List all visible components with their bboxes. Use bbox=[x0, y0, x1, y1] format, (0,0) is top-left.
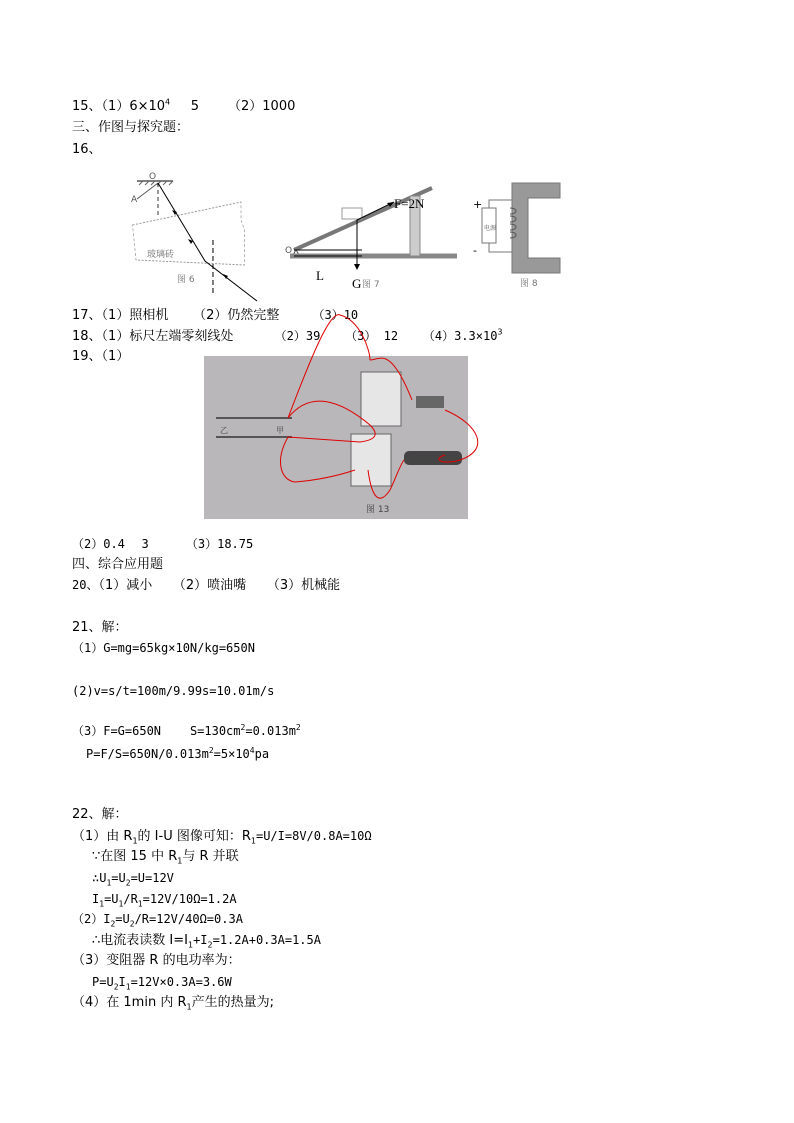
exponent: 3 bbox=[497, 327, 503, 337]
subscript: 1 bbox=[186, 1002, 192, 1012]
answer-part: （1）6×10 bbox=[101, 99, 166, 114]
formula: S=130cm bbox=[189, 724, 241, 738]
figure-caption: 图 6 bbox=[177, 275, 195, 285]
answer-part: （2）0.4 bbox=[72, 537, 125, 551]
formula: =U bbox=[111, 871, 126, 885]
formula: =U=12V bbox=[130, 871, 174, 885]
exponent: 2 bbox=[208, 746, 214, 755]
formula: =1.2A+0.3A=1.5A bbox=[212, 933, 321, 947]
q-num: 18、 bbox=[72, 329, 102, 344]
answer-part: （3）18.75 bbox=[185, 537, 254, 551]
section-4-heading: 四、综合应用题 bbox=[72, 557, 164, 572]
formula: /R bbox=[123, 892, 138, 906]
answer-part: （3）10 bbox=[312, 308, 359, 322]
text: ∵在图 15 中 R bbox=[92, 849, 178, 864]
label-jia: 甲 bbox=[276, 426, 284, 435]
answer-16-num: 16、 bbox=[72, 142, 102, 157]
subscript: 1 bbox=[106, 878, 112, 888]
text: 产生的热量为; bbox=[191, 995, 274, 1010]
plus-label: + bbox=[473, 198, 483, 211]
figure-caption: 图 8 bbox=[520, 279, 538, 289]
subscript: 1 bbox=[118, 899, 124, 909]
figure-6-refraction bbox=[125, 165, 270, 305]
formula: P=U bbox=[92, 975, 114, 989]
text: （4）在 1min 内 R bbox=[72, 995, 187, 1010]
label-glass: 玻璃砖 bbox=[147, 250, 175, 260]
answer-part: （3） 12 bbox=[345, 329, 399, 343]
answer-22-line bbox=[72, 828, 372, 845]
formula: P=F/S=650N/0.013m bbox=[86, 747, 209, 761]
formula: =0.013m bbox=[245, 724, 296, 738]
label-a: A bbox=[131, 195, 138, 205]
subscript: 1 bbox=[177, 856, 183, 866]
text: 的 I-U 图像可知：R bbox=[137, 829, 251, 844]
answer-20 bbox=[72, 577, 340, 594]
minus-label: - bbox=[473, 244, 477, 257]
answer-part: （4）3.3×10 bbox=[422, 329, 498, 343]
formula: =U bbox=[104, 892, 119, 906]
answer-part: 5 bbox=[190, 99, 200, 114]
exponent: 2 bbox=[295, 723, 301, 732]
formula: pa bbox=[254, 747, 270, 761]
formula: /R=12V/40Ω=0.3A bbox=[134, 912, 243, 926]
exponent: 4 bbox=[165, 97, 171, 107]
text: 与 R 并联 bbox=[182, 849, 239, 864]
q-num: 17、 bbox=[72, 308, 102, 323]
answer-22-line bbox=[92, 891, 237, 907]
figure-8-electromagnet bbox=[470, 178, 570, 293]
q-num: 15、 bbox=[72, 99, 102, 114]
answer-22-line bbox=[72, 911, 243, 927]
answer-part: （2）1000 bbox=[228, 99, 296, 114]
answer-21-line: (2)v=s/t=100m/9.99s=10.01m/s bbox=[72, 684, 275, 698]
formula: =12V×0.3A=3.6W bbox=[130, 975, 232, 989]
power-source-label: 电源 bbox=[484, 225, 497, 232]
answer-22-line: （3）变阻器 R 的电功率为： bbox=[72, 953, 241, 968]
q-num: 20、 bbox=[72, 578, 99, 592]
answer-22-heading: 22、解： bbox=[72, 807, 128, 822]
exponent: 4 bbox=[249, 746, 255, 755]
answer-15 bbox=[72, 99, 295, 115]
answer-21-line bbox=[72, 723, 301, 739]
subscript: 1 bbox=[132, 836, 138, 846]
answer-22-line bbox=[92, 974, 232, 990]
answer-part: （2）喷油嘴 bbox=[172, 578, 247, 593]
answer-part: 3 bbox=[141, 537, 149, 551]
length-label: L bbox=[316, 268, 324, 283]
subscript: 2 bbox=[125, 878, 131, 888]
formula: （2）I bbox=[72, 912, 111, 926]
formula: =12V/10Ω=1.2A bbox=[142, 892, 237, 906]
answer-22-line bbox=[72, 995, 274, 1011]
force-label: F=2N bbox=[394, 196, 425, 211]
answer-21-line bbox=[86, 746, 269, 762]
formula: =U/I=8V/0.8A=10Ω bbox=[255, 829, 372, 843]
text: ∴电流表读数 I=I bbox=[92, 933, 188, 948]
answer-22-line bbox=[92, 870, 174, 886]
subscript: 1 bbox=[137, 899, 143, 909]
figure-7-lever bbox=[282, 178, 457, 293]
circuit-wiring-red bbox=[200, 300, 503, 530]
answer-part: （1）标尺左端零刻线处 bbox=[101, 329, 234, 344]
answer-part: （3）机械能 bbox=[266, 578, 341, 593]
label-o: O bbox=[149, 172, 157, 182]
subscript: 1 bbox=[125, 982, 131, 992]
answer-19-part2 bbox=[72, 536, 253, 553]
subscript: 1 bbox=[250, 836, 256, 846]
formula: I bbox=[92, 892, 100, 906]
formula: （3）F=G=650N bbox=[72, 724, 162, 738]
formula: +I bbox=[193, 933, 208, 947]
figure-caption: 图 7 bbox=[362, 280, 380, 290]
subscript: 2 bbox=[129, 919, 135, 929]
answer-21-heading: 21、解： bbox=[72, 620, 128, 635]
label-yi: 乙 bbox=[220, 426, 228, 435]
formula: =5×10 bbox=[213, 747, 250, 761]
answer-part: （2）39 bbox=[274, 329, 321, 343]
subscript: 1 bbox=[187, 940, 194, 950]
answer-19-num: 19、（1） bbox=[72, 349, 130, 364]
subscript: 2 bbox=[207, 940, 213, 950]
answer-22-line bbox=[92, 932, 321, 949]
label-o: O bbox=[285, 246, 293, 256]
answer-22-line bbox=[92, 849, 239, 865]
subscript: 2 bbox=[113, 982, 119, 992]
answer-21-line: （1）G=mg=65kg×10N/kg=650N bbox=[72, 641, 255, 655]
subscript: 2 bbox=[110, 919, 116, 929]
subscript: 1 bbox=[99, 899, 105, 909]
section-3-heading: 三、作图与探究题： bbox=[72, 120, 190, 135]
formula: ∴U bbox=[92, 871, 107, 885]
gravity-label: G bbox=[352, 276, 362, 291]
formula: I bbox=[118, 975, 126, 989]
formula: =U bbox=[115, 912, 130, 926]
exponent: 2 bbox=[240, 723, 246, 732]
answer-part: （1）减小 bbox=[98, 578, 153, 593]
figure-caption: 图 13 bbox=[366, 505, 390, 515]
answer-part: （2）仍然完整 bbox=[193, 308, 280, 323]
text: （1）由 R bbox=[72, 829, 133, 844]
answer-part: （1）照相机 bbox=[101, 308, 169, 323]
